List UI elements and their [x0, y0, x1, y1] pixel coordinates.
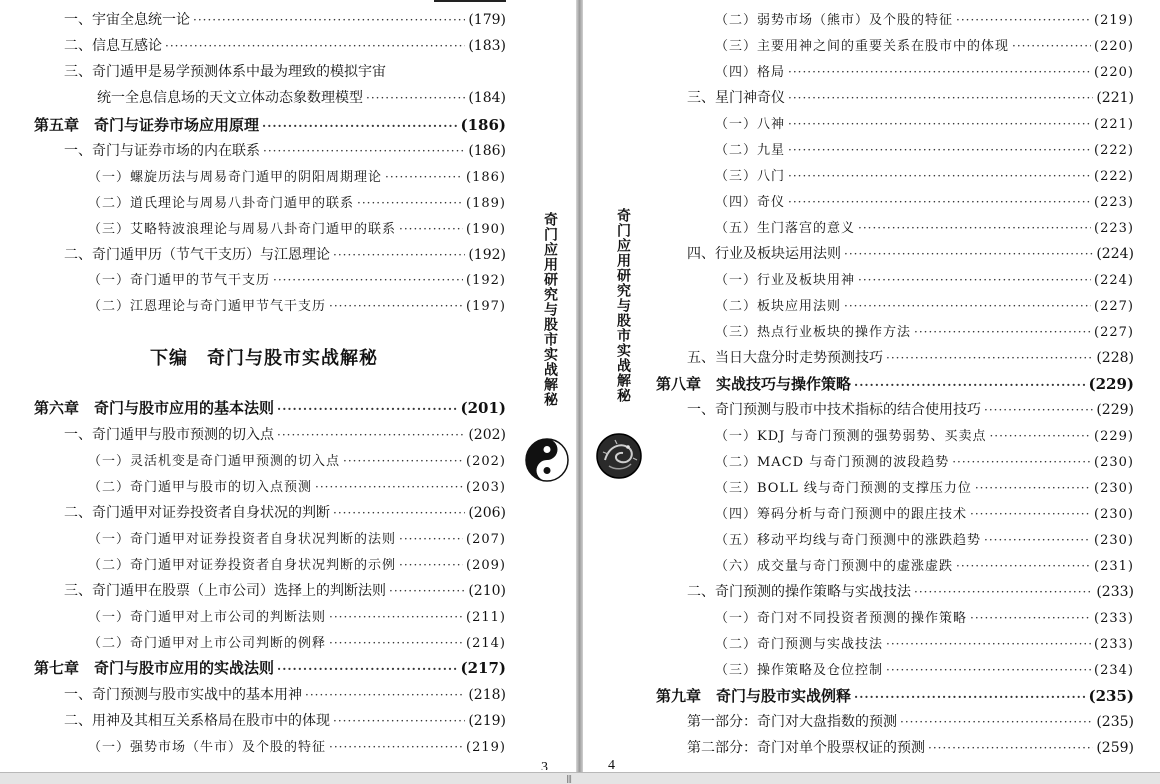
- toc-section-entry: [687, 738, 1134, 758]
- toc-section-entry: [64, 141, 506, 161]
- toc-page-number: (221): [1094, 117, 1134, 132]
- toc-entry-title: （二）板块应用法则: [715, 299, 842, 314]
- leader-dots: [844, 244, 1093, 264]
- page-number: 4: [608, 758, 615, 770]
- toc-page-number: (219): [468, 713, 506, 729]
- toc-section-entry: [687, 712, 1134, 732]
- toc-entry-title: （一）螺旋历法与周易奇门遁甲的阴阳周期理论: [88, 170, 383, 185]
- toc-chapter-entry: [656, 686, 1134, 707]
- leader-dots: [329, 633, 463, 653]
- dragon-seal-icon: [595, 432, 643, 480]
- leader-dots: [788, 140, 1091, 160]
- leader-dots: [1012, 36, 1091, 56]
- leader-dots: [366, 88, 465, 108]
- toc-entry-title: （二）奇门预测与实战技法: [715, 637, 884, 652]
- toc-entry-title: 二、奇门遁甲历（节气干支历）与江恩理论: [64, 247, 330, 263]
- toc-page-number: (230): [1094, 481, 1134, 496]
- leader-dots: [273, 270, 463, 290]
- toc-page-number: (184): [468, 90, 506, 106]
- leader-dots: [277, 425, 465, 445]
- toc-subsection-entry: [88, 607, 506, 628]
- toc-page-number: (231): [1094, 559, 1134, 574]
- toc-subsection-entry: [715, 504, 1134, 525]
- toc-chapter-entry: [34, 115, 506, 136]
- toc-entry-title: （一）KDJ 与奇门预测的强势弱势、买卖点: [715, 429, 987, 444]
- toc-section-entry: [687, 244, 1134, 264]
- toc-section-entry: [64, 36, 506, 56]
- toc-section-entry: [64, 245, 506, 265]
- toc-subsection-entry: [88, 193, 506, 214]
- toc-entry-title: （三）操作策略及仓位控制: [715, 663, 884, 678]
- leader-dots: [956, 556, 1091, 576]
- leader-dots: [333, 245, 465, 265]
- toc-subsection-entry: [715, 478, 1134, 499]
- toc-page-number: (201): [460, 399, 506, 417]
- toc-entry-title: （二）MACD 与奇门预测的波段趋势: [715, 455, 950, 470]
- toc-page-number: (233): [1094, 611, 1134, 626]
- toc-entry-title: 第八章 实战技巧与操作策略: [656, 375, 852, 393]
- toc-entry-title: （三）八门: [715, 169, 786, 184]
- toc-page-number: (229): [1096, 402, 1134, 418]
- toc-chapter-entry: [656, 374, 1134, 395]
- toc-subsection-entry: [88, 167, 506, 188]
- toc-page-number: (202): [468, 427, 506, 443]
- toc-entry-title: 统一全息信息场的天文立体动态象数理模型: [97, 90, 363, 106]
- toc-subsection-entry: [715, 10, 1134, 31]
- toc-entry-title: 第九章 奇门与股市实战例释: [656, 687, 852, 705]
- right-spine-title: 奇门应用研究与股市实战解秘: [615, 208, 631, 403]
- toc-section-entry: [687, 400, 1134, 420]
- leader-dots: [854, 375, 1085, 395]
- toc-section-entry: [64, 10, 506, 30]
- toc-section-entry: [687, 88, 1134, 108]
- toc-page-number: (233): [1096, 584, 1134, 600]
- toc-entry-title: （三）热点行业板块的操作方法: [715, 325, 912, 340]
- leader-dots: [970, 608, 1091, 628]
- toc-section-entry: [64, 685, 506, 705]
- leader-dots: [343, 451, 463, 471]
- toc-entry-title: （二）奇门遁甲对证券投资者自身状况判断的示例: [88, 558, 397, 573]
- toc-entry-title: 一、奇门预测与股市实战中的基本用神: [64, 687, 302, 703]
- toc-subsection-entry: [715, 634, 1134, 655]
- leader-dots: [989, 426, 1091, 446]
- toc-subsection-entry: [715, 296, 1134, 317]
- toc-entry-title: （一）强势市场（牛市）及个股的特征: [88, 740, 327, 755]
- part-title: 下编 奇门与股市实战解秘: [150, 348, 378, 369]
- toc-entry-title: （二）奇门遁甲对上市公司判断的例释: [88, 636, 327, 651]
- toc-subsection-entry: [88, 219, 506, 240]
- page-number: 3: [541, 760, 548, 770]
- toc-page-number: (234): [1094, 663, 1134, 678]
- leader-dots: [952, 452, 1091, 472]
- toc-page-number: (210): [468, 583, 506, 599]
- toc-subsection-entry: [88, 529, 506, 550]
- toc-subsection-entry: [715, 114, 1134, 135]
- toc-section-entry: [687, 582, 1134, 602]
- leader-dots: [399, 529, 463, 549]
- toc-page-number: (224): [1096, 246, 1134, 262]
- toc-page-number: (235): [1096, 714, 1134, 730]
- toc-page-number: (186): [466, 170, 506, 185]
- toc-entry-title: （五）移动平均线与奇门预测中的涨跌趋势: [715, 533, 982, 548]
- leader-dots: [333, 711, 465, 731]
- toc-entry-title: 五、当日大盘分时走势预测技巧: [687, 350, 883, 366]
- toc-page-number: (219): [1094, 13, 1134, 28]
- toc-subsection-entry: [715, 218, 1134, 239]
- toc-entry-title: （二）九星: [715, 143, 786, 158]
- toc-page-number: (214): [466, 636, 506, 651]
- toc-page-number: (227): [1094, 325, 1134, 340]
- grip-icon[interactable]: |||: [566, 774, 572, 783]
- toc-page-number: (222): [1094, 169, 1134, 184]
- toc-page-number: (211): [466, 610, 506, 625]
- toc-page-number: (186): [460, 116, 506, 134]
- leader-dots: [389, 581, 465, 601]
- toc-entry-title: （一）奇门遁甲的节气干支历: [88, 273, 271, 288]
- leader-dots: [399, 219, 463, 239]
- toc-entry-title: （一）灵活机变是奇门遁甲预测的切入点: [88, 454, 341, 469]
- toc-page-number: (218): [468, 687, 506, 703]
- leader-dots: [886, 348, 1093, 368]
- toc-page-number: (206): [468, 505, 506, 521]
- leader-dots: [844, 296, 1091, 316]
- toc-entry-title: （三）主要用神之间的重要关系在股市中的体现: [715, 39, 1010, 54]
- toc-subsection-entry: [715, 62, 1134, 83]
- horizontal-scrollbar[interactable]: [0, 772, 1160, 784]
- leader-dots: [984, 400, 1093, 420]
- toc-section-entry: [64, 503, 506, 523]
- yin-yang-icon: [524, 437, 570, 483]
- leader-dots: [928, 738, 1093, 758]
- toc-entry-title: （五）生门落宫的意义: [715, 221, 856, 236]
- leader-dots: [385, 167, 463, 187]
- toc-page-number: (192): [468, 247, 506, 263]
- leader-dots: [165, 36, 465, 56]
- toc-entry-title: （一）奇门遁甲对证券投资者自身状况判断的法则: [88, 532, 397, 547]
- leader-dots: [858, 218, 1091, 238]
- toc-subsection-entry: [715, 192, 1134, 213]
- leader-dots: [956, 10, 1091, 30]
- toc-subsection-entry: [88, 451, 506, 472]
- toc-subsection-entry: [88, 296, 506, 317]
- toc-page-number: (179): [468, 12, 506, 28]
- toc-subsection-entry: [88, 270, 506, 291]
- toc-entry-title: （一）八神: [715, 117, 786, 132]
- toc-entry-title: （四）筹码分析与奇门预测中的跟庄技术: [715, 507, 968, 522]
- toc-subsection-entry: [715, 166, 1134, 187]
- toc-page-number: (235): [1088, 687, 1134, 705]
- toc-subsection-entry: [715, 608, 1134, 629]
- toc-entry-title: （一）行业及板块用神: [715, 273, 856, 288]
- toc-entry-title: 二、奇门遁甲对证券投资者自身状况的判断: [64, 505, 330, 521]
- left-page: [0, 0, 576, 770]
- toc-section-entry: [64, 581, 506, 601]
- toc-page-number: (203): [466, 480, 506, 495]
- toc-section-entry: [64, 711, 506, 731]
- toc-page-number: (228): [1096, 350, 1134, 366]
- leader-dots: [399, 555, 463, 575]
- toc-chapter-entry: [34, 398, 506, 419]
- toc-page-number: (229): [1094, 429, 1134, 444]
- toc-page-number: (222): [1094, 143, 1134, 158]
- toc-subsection-entry: [88, 477, 506, 498]
- book-gutter: [576, 0, 583, 772]
- toc-subsection-entry: [715, 270, 1134, 291]
- toc-page-number: (219): [466, 740, 506, 755]
- leader-dots: [788, 166, 1091, 186]
- toc-entry-title: 一、奇门与证券市场的内在联系: [64, 143, 260, 159]
- toc-entry-title: （三）BOLL 线与奇门预测的支撑压力位: [715, 481, 972, 496]
- toc-page-number: (229): [1088, 375, 1134, 393]
- toc-page-number: (220): [1094, 39, 1134, 54]
- toc-subsection-entry: [88, 633, 506, 654]
- toc-entry-title: 三、星门神奇仪: [687, 90, 785, 106]
- toc-entry-title: 四、行业及板块运用法则: [687, 246, 841, 262]
- leader-dots: [788, 62, 1091, 82]
- toc-section-entry: [64, 62, 506, 82]
- toc-page-number: (207): [466, 532, 506, 547]
- toc-entry-title: 一、奇门遁甲与股市预测的切入点: [64, 427, 274, 443]
- toc-page-number: (224): [1094, 273, 1134, 288]
- toc-entry-title: 二、信息互感论: [64, 38, 162, 54]
- leader-dots: [315, 477, 463, 497]
- toc-entry-title: （六）成交量与奇门预测中的虚涨虚跌: [715, 559, 954, 574]
- toc-section-entry: [64, 425, 506, 445]
- toc-subsection-entry: [715, 36, 1134, 57]
- toc-subsection-entry: [715, 452, 1134, 473]
- toc-entry-title: 一、宇宙全息统一论: [64, 12, 190, 28]
- right-page: [583, 0, 1160, 770]
- leader-dots: [975, 478, 1091, 498]
- toc-subsection-entry: [715, 322, 1134, 343]
- toc-page-number: (230): [1094, 507, 1134, 522]
- toc-page-number: (230): [1094, 455, 1134, 470]
- leader-dots: [329, 296, 463, 316]
- toc-subsection-entry: [715, 140, 1134, 161]
- toc-entry-title: （一）奇门对不同投资者预测的操作策略: [715, 611, 968, 626]
- toc-page-number: (221): [1096, 90, 1134, 106]
- leader-dots: [788, 192, 1091, 212]
- toc-entry-title: 三、奇门遁甲在股票（上市公司）选择上的判断法则: [64, 583, 386, 599]
- leader-dots: [305, 685, 465, 705]
- toc-section-entry: [687, 348, 1134, 368]
- toc-entry-title: 第一部分：奇门对大盘指数的预测: [687, 714, 897, 730]
- toc-page-number: (223): [1094, 221, 1134, 236]
- leader-dots: [886, 660, 1091, 680]
- toc-entry-title: 三、奇门遁甲是易学预测体系中最为理致的模拟宇宙: [64, 64, 386, 80]
- toc-page-number: (227): [1094, 299, 1134, 314]
- toc-section-entry: [97, 88, 506, 108]
- leader-dots: [329, 737, 463, 757]
- leader-dots: [914, 322, 1091, 342]
- leader-dots: [357, 193, 463, 213]
- toc-subsection-entry: [88, 555, 506, 576]
- toc-entry-title: （三）艾略特波浪理论与周易八卦奇门遁甲的联系: [88, 222, 397, 237]
- toc-subsection-entry: [715, 530, 1134, 551]
- leader-dots: [277, 399, 457, 419]
- toc-entry-title: （四）格局: [715, 65, 786, 80]
- toc-subsection-entry: [88, 737, 506, 758]
- leader-dots: [788, 114, 1091, 134]
- leader-dots: [329, 607, 463, 627]
- leader-dots: [262, 116, 457, 136]
- toc-entry-title: （四）奇仪: [715, 195, 786, 210]
- toc-chapter-entry: [34, 658, 506, 679]
- toc-entry-title: （一）奇门遁甲对上市公司的判断法则: [88, 610, 327, 625]
- toc-entry-title: 二、用神及其相互关系格局在股市中的体现: [64, 713, 330, 729]
- left-spine-title: 奇门应用研究与股市实战解秘: [542, 212, 558, 407]
- toc-page-number: (217): [460, 659, 506, 677]
- toc-subsection-entry: [715, 660, 1134, 681]
- toc-page-number: (192): [466, 273, 506, 288]
- leader-dots: [970, 504, 1091, 524]
- leader-dots: [277, 659, 457, 679]
- toc-entry-title: （二）弱势市场（熊市）及个股的特征: [715, 13, 954, 28]
- toc-page-number: (223): [1094, 195, 1134, 210]
- toc-page-number: (230): [1094, 533, 1134, 548]
- toc-page-number: (197): [466, 299, 506, 314]
- toc-entry-title: 第六章 奇门与股市应用的基本法则: [34, 399, 275, 417]
- toc-page-number: (233): [1094, 637, 1134, 652]
- toc-page-number: (209): [466, 558, 506, 573]
- toc-entry-title: 二、奇门预测的操作策略与实战技法: [687, 584, 911, 600]
- top-rule: [434, 0, 506, 2]
- leader-dots: [914, 582, 1093, 602]
- leader-dots: [900, 712, 1093, 732]
- toc-page-number: (189): [466, 196, 506, 211]
- toc-entry-title: 第七章 奇门与股市应用的实战法则: [34, 659, 275, 677]
- leader-dots: [193, 10, 465, 30]
- toc-entry-title: （二）江恩理论与奇门遁甲节气干支历: [88, 299, 327, 314]
- toc-page-number: (186): [468, 143, 506, 159]
- toc-entry-title: 一、奇门预测与股市中技术指标的结合使用技巧: [687, 402, 981, 418]
- leader-dots: [886, 634, 1091, 654]
- toc-page-number: (259): [1096, 740, 1134, 756]
- toc-page-number: (183): [468, 38, 506, 54]
- leader-dots: [984, 530, 1091, 550]
- leader-dots: [854, 687, 1085, 707]
- leader-dots: [858, 270, 1091, 290]
- toc-entry-title: 第五章 奇门与证券市场应用原理: [34, 116, 260, 134]
- toc-entry-title: （二）奇门遁甲与股市的切入点预测: [88, 480, 313, 495]
- toc-page-number: (202): [466, 454, 506, 469]
- toc-entry-title: （二）道氏理论与周易八卦奇门遁甲的联系: [88, 196, 355, 211]
- leader-dots: [788, 88, 1093, 108]
- leader-dots: [263, 141, 465, 161]
- toc-subsection-entry: [715, 426, 1134, 447]
- toc-page-number: (220): [1094, 65, 1134, 80]
- leader-dots: [333, 503, 465, 523]
- toc-page-number: (190): [466, 222, 506, 237]
- toc-subsection-entry: [715, 556, 1134, 577]
- toc-entry-title: 第二部分：奇门对单个股票权证的预测: [687, 740, 925, 756]
